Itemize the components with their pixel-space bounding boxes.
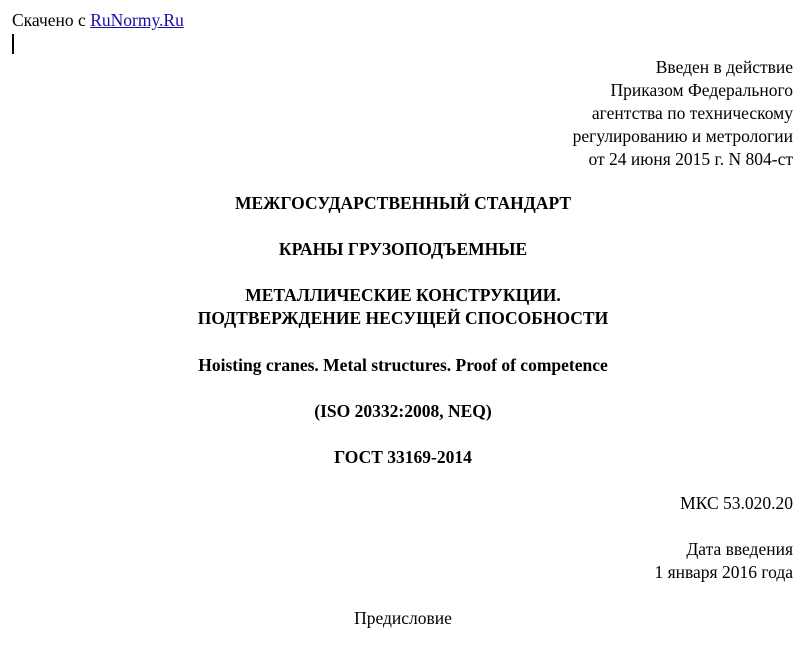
enactment-line-5: от 24 июня 2015 г. N 804-ст: [588, 149, 793, 169]
enactment-line-1: Введен в действие: [655, 57, 793, 77]
text-cursor: [12, 34, 14, 54]
effective-date: [654, 538, 793, 584]
source-prefix: Скачено с: [12, 10, 91, 30]
runormy-link[interactable]: RuNormy.Ru: [90, 10, 184, 30]
source-line: [12, 9, 184, 32]
subtitle-line-2: ПОДТВЕРЖДЕНИЕ НЕСУЩЕЙ СПОСОБНОСТИ: [197, 308, 609, 328]
enactment-line-3: агентства по техническому: [591, 103, 793, 123]
iso-reference: (ISO 20332:2008, NEQ): [314, 401, 492, 421]
mks-code: МКС 53.020.20: [680, 493, 793, 513]
enactment-line-4: регулированию и метрологии: [572, 126, 793, 146]
english-title: Hoisting cranes. Metal structures. Proof of competence: [198, 355, 608, 375]
enactment-line-2: Приказом Федерального: [610, 80, 793, 100]
enactment-note: [573, 56, 793, 171]
standard-type-heading: МЕЖГОСУДАРСТВЕННЫЙ СТАНДАРТ: [234, 193, 572, 213]
preface-heading: Предисловие: [354, 608, 452, 628]
subtitle-line-1: МЕТАЛЛИЧЕСКИЕ КОНСТРУКЦИИ.: [245, 285, 561, 305]
document-title: КРАНЫ ГРУЗОПОДЪЕМНЫЕ: [278, 239, 528, 259]
effective-date-value: 1 января 2016 года: [654, 562, 793, 582]
document-subtitle: [0, 284, 799, 330]
gost-number: ГОСТ 33169-2014: [334, 447, 472, 467]
effective-date-label: Дата введения: [686, 539, 793, 559]
